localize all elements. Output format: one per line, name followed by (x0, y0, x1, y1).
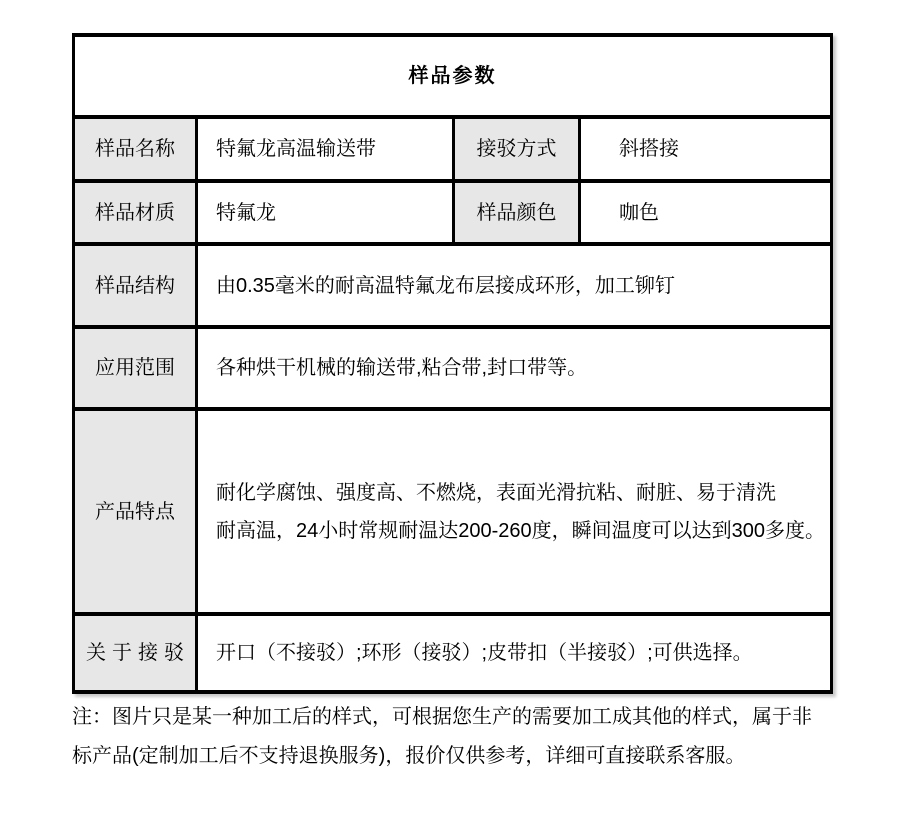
row-value-sample-material: 特氟龙 (197, 181, 454, 244)
page-title: 样品参数 (74, 35, 832, 117)
row-value-sample-name: 特氟龙高温输送带 (197, 117, 454, 181)
row-label-sample-material: 样品材质 (74, 181, 197, 244)
row-label-product-features: 产品特点 (74, 409, 197, 614)
table-row (74, 327, 832, 409)
footer-note-line-1: 注：图片只是某一种加工后的样式，可根据您生产的需要加工成其他的样式，属于非 (72, 706, 812, 728)
row-value-joint-method: 斜搭接 (580, 117, 832, 181)
row-label-about-joint: 关于接驳 (74, 614, 197, 692)
spec-table (72, 33, 833, 694)
row-value-sample-color: 咖色 (580, 181, 832, 244)
table-row (74, 181, 832, 244)
row-value-product-features (197, 409, 832, 614)
table-row (74, 244, 832, 327)
product-feature-line-2: 耐高温，24小时常规耐温达200-260度，瞬间温度可以达到300多度。 (216, 519, 826, 542)
footer-note-line-2: 标产品(定制加工后不支持退换服务)，报价仅供参考，详细可直接联系客服。 (72, 745, 746, 767)
table-row (74, 117, 832, 181)
row-label-joint-method: 接驳方式 (454, 117, 580, 181)
row-label-sample-name: 样品名称 (74, 117, 197, 181)
table-row (74, 409, 832, 614)
table-row (74, 614, 832, 692)
product-feature-line-1: 耐化学腐蚀、强度高、不燃烧，表面光滑抗粘、耐脏、易于清洗 (216, 481, 776, 504)
row-value-sample-structure: 由0.35毫米的耐高温特氟龙布层接成环形，加工铆钉 (197, 244, 832, 327)
row-value-about-joint: 开口（不接驳）;环形（接驳）;皮带扣（半接驳）;可供选择。 (197, 614, 832, 692)
footer-note (72, 698, 862, 776)
title-row (74, 35, 832, 117)
row-label-sample-structure: 样品结构 (74, 244, 197, 327)
row-value-application-range: 各种烘干机械的输送带,粘合带,封口带等。 (197, 327, 832, 409)
spec-sheet (72, 33, 833, 694)
row-label-application-range: 应用范围 (74, 327, 197, 409)
row-label-sample-color: 样品颜色 (454, 181, 580, 244)
